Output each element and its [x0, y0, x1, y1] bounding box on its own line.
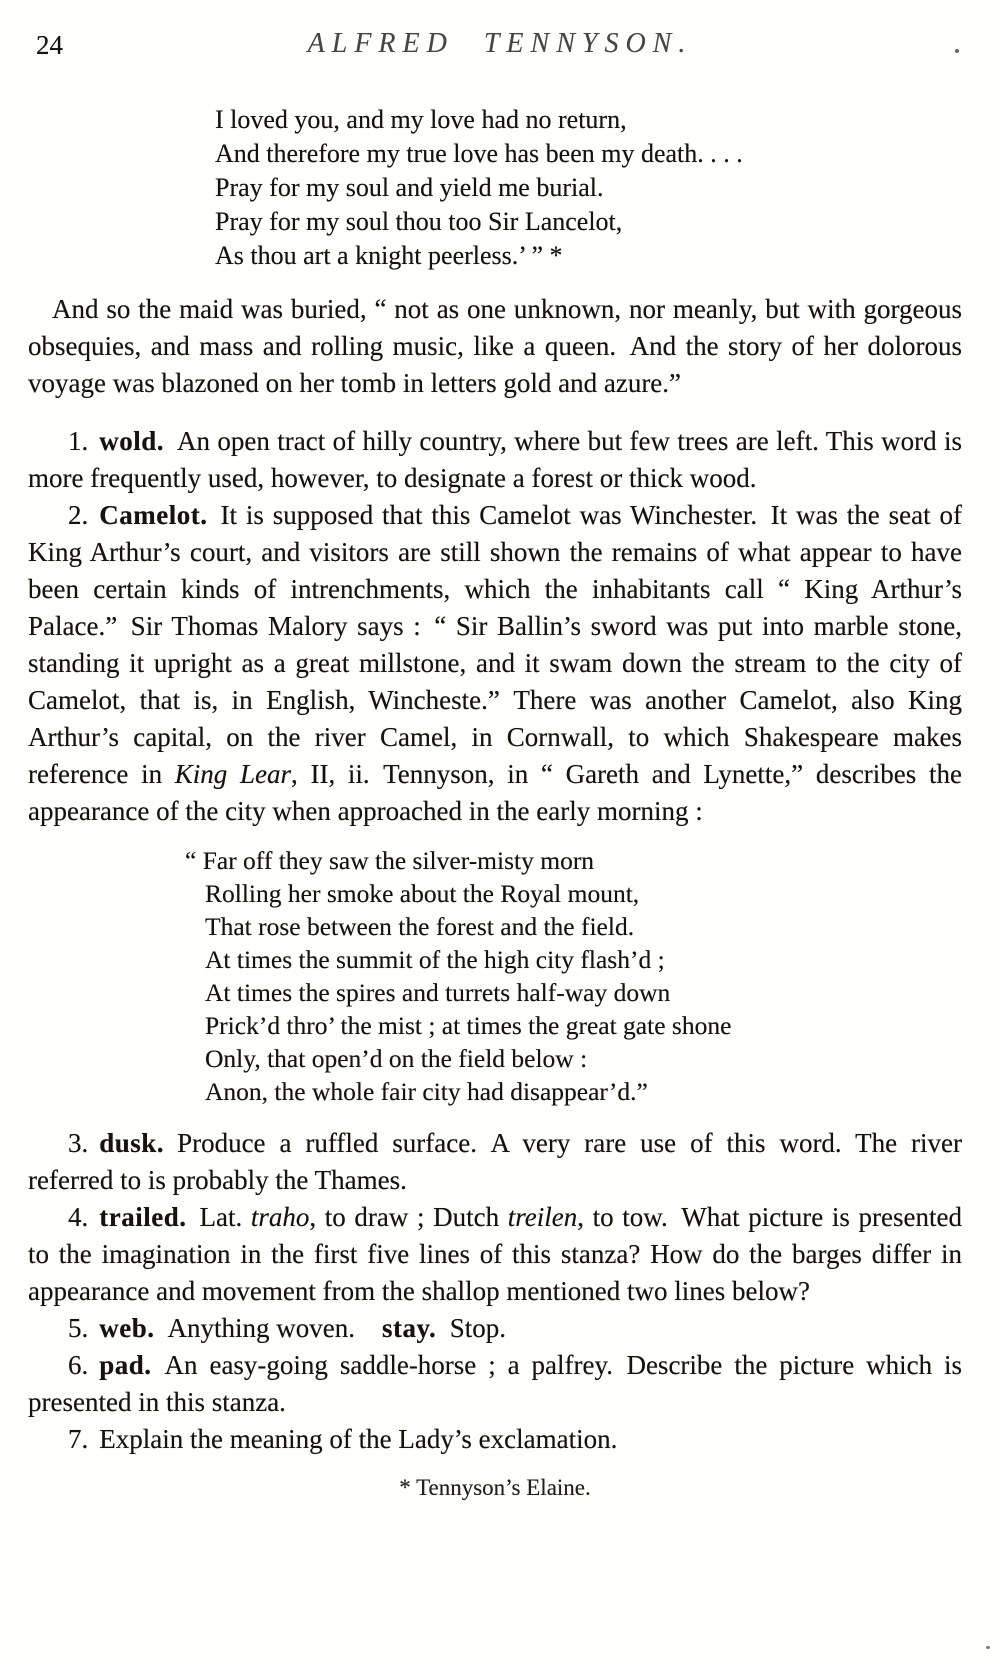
verse-line: That rose between the forest and the field. [205, 912, 635, 941]
note-item-4 [28, 1199, 962, 1310]
note-number: 5. [68, 1313, 89, 1343]
note-text: Explain the meaning of the Lady’s exclamation. [99, 1424, 618, 1454]
epigraph-quote [215, 103, 962, 273]
note-term: wold. [99, 426, 165, 456]
note-text: An easy-going saddle-horse ; a palfrey. Describe the picture which is presented in this stanza. [28, 1350, 962, 1417]
note-term: Camelot. [99, 500, 208, 530]
note-item-1 [28, 423, 962, 497]
note-number: 3. [68, 1128, 89, 1158]
note-text: An open tract of hilly country, where but few trees are left. This word is more frequently used, however, to designate a forest or thick wood. [28, 426, 962, 493]
verse-line: Prick’d thro’ the mist ; at times the great gate shone [205, 1011, 732, 1040]
note-text: Anything woven. stay. Stop. [167, 1313, 507, 1343]
note-term: pad. [99, 1350, 152, 1380]
prose-paragraph: And so the maid was buried, “ not as one unknown, nor meanly, but with gorgeous obsequies, and mass and rolling music, like a queen. And the story of her dolorous voyage was blazoned on her tomb in letters gold and azure.” [28, 294, 962, 398]
note-text: Lat. traho, to draw ; Dutch treilen, to tow. What picture is presented to the imagination in the first five lines of this stanza? How do the barges differ in appearance and movement from the shallop mentioned two lines below? [28, 1202, 962, 1306]
note-term: trailed. [99, 1202, 187, 1232]
note-number: 2. [68, 500, 89, 530]
note-text: It is supposed that this Camelot was Winchester. It was the seat of King Arthur’s court, and visitors are still shown the remains of what appear to have been certain kinds of intrenchments, which the inhabitants call “ King Arthur’s Palace.” Sir Thomas Malory says : “ Sir Ballin’s sword was put into marble stone, standing it upright as a great millstone, and it swam down the stream to the city of Camelot, that is, in English, Wincheste.” There was another Camelot, also King Arthur’s capital, on the river Camel, in Cornwall, to which Shakespeare makes reference in King Lear, II, ii. Tennyson, in “ Gareth and Lynette,” describes the appearance of the city when approached in the early morning : [28, 500, 962, 826]
note-item-7 [28, 1421, 962, 1458]
note-number: 1. [68, 426, 89, 456]
epigraph-line: I loved you, and my love had no return, [215, 105, 627, 134]
notes-section [28, 423, 962, 1458]
note-number: 4. [68, 1202, 89, 1232]
note-item-3 [28, 1125, 962, 1199]
verse-line: Rolling her smoke about the Royal mount, [205, 879, 640, 908]
scan-speck [986, 1646, 990, 1649]
note-item-2 [28, 497, 962, 830]
scan-speck [955, 49, 959, 53]
page-number: 24 [36, 30, 63, 60]
note-term: web. [99, 1313, 155, 1343]
note-text: Produce a ruffled surface. A very rare use of this word. The river referred to is probably the Thames. [28, 1128, 962, 1195]
verse-quote [185, 844, 962, 1108]
note-number: 6. [68, 1350, 89, 1380]
verse-line: Anon, the whole fair city had disappear’d.” [205, 1077, 648, 1106]
epigraph-line: Pray for my soul and yield me burial. [215, 173, 604, 202]
epigraph-line: Pray for my soul thou too Sir Lancelot, [215, 207, 623, 236]
note-item-6 [28, 1347, 962, 1421]
footnote: * Tennyson’s Elaine. [399, 1475, 591, 1500]
epigraph-line: As thou art a knight peerless.’ ” * [215, 241, 563, 270]
note-number: 7. [68, 1424, 89, 1454]
verse-line: At times the spires and turrets half-way down [205, 978, 671, 1007]
verse-line: Only, that open’d on the field below : [205, 1044, 588, 1073]
note-term: dusk. [99, 1128, 165, 1158]
running-title: ALFRED TENNYSON. [307, 28, 693, 59]
epigraph-line: And therefore my true love has been my death. . . . [215, 139, 743, 168]
note-item-5 [28, 1310, 962, 1347]
verse-line: At times the summit of the high city flash’d ; [205, 945, 665, 974]
text-column [28, 0, 962, 1501]
verse-line: “ Far off they saw the silver-misty morn [185, 846, 595, 875]
